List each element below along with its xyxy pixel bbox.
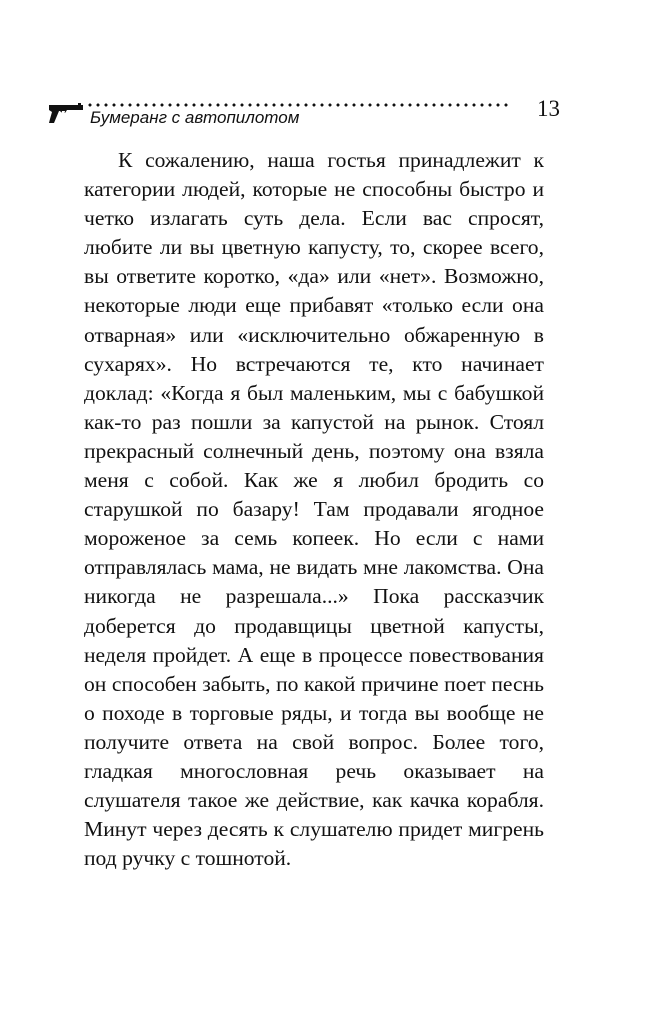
running-title: Бумеранг с автопилотом xyxy=(90,108,300,127)
header-dotted-rule xyxy=(86,103,510,107)
page-number: 13 xyxy=(537,96,560,121)
revolver-icon xyxy=(48,102,84,124)
body-paragraph: К сожалению, наша гостья принадлежит к категории людей, которые не способны быстро и четко излагать суть дела. Если вас спросят, любите ли вы цветную капусту, то, скорее всего, вы ответите коротко, «да» или «нет». Возможно, некоторые люди еще прибавят «только если она отварная» или «исключительно обжаренную в сухарях». Но встречаются те, кто начинает доклад: «Когда я был маленьким, мы с бабушкой как-то раз пошли за капустой на рынок. Стоял прекрасный солнечный день, поэтому она взяла меня с собой. Как же я любил бродить со старушкой по базару! Там продавали ягодное мороженое за семь копеек. Но если с нами отправлялась мама, не видать мне лакомства. Она никогда не разрешала...» Пока рассказчик доберется до продавщицы цветной капусты, неделя пройдет. А еще в процессе повествования он способен забыть, по какой причине поет песнь о походе в торговые ряды, и тогда вы вообще не получите ответа на свой вопрос. Более того, гладкая многословная речь оказывает на слушателя такое же действие, как качка корабля. Минут через десять к слушателю придет мигрень под ручку с тошнотой. xyxy=(84,148,544,871)
page-header xyxy=(48,92,560,132)
